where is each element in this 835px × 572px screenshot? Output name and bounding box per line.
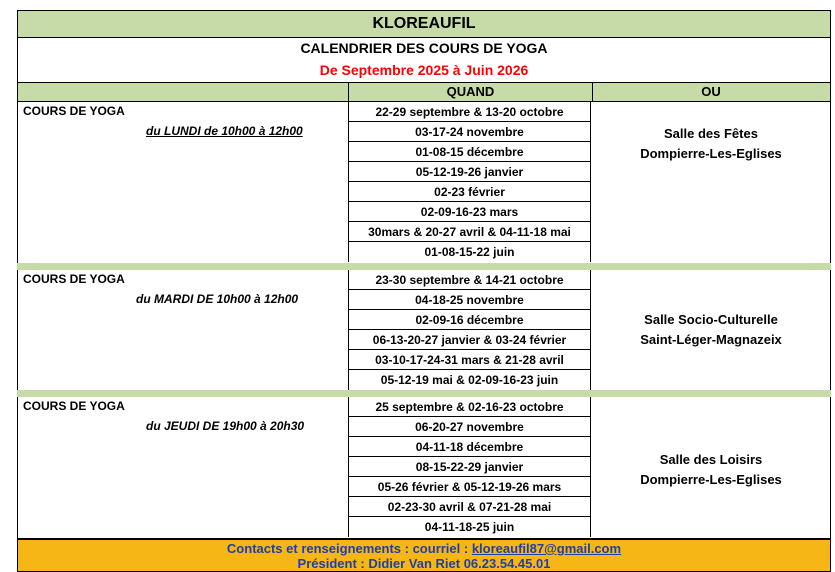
course-schedule: du MARDI DE 10h00 à 12h00 xyxy=(136,292,299,306)
contact-footer xyxy=(17,539,831,572)
date-row: 05-12-19-26 janvier xyxy=(349,162,590,182)
president-line: Président : Didier Van Riet 06.23.54.45.01 xyxy=(297,556,551,571)
course-block-tuesday xyxy=(17,270,831,390)
course-title: COURS DE YOGA xyxy=(23,104,125,118)
course-block-thursday xyxy=(17,397,831,539)
date-row: 05-12-19 mai & 02-09-16-23 juin xyxy=(380,373,559,387)
date-list xyxy=(348,270,591,390)
date-row: 06-20-27 novembre xyxy=(349,417,590,437)
calendar-subtitle: CALENDRIER DES COURS DE YOGA xyxy=(17,38,831,59)
block-separator xyxy=(17,263,831,270)
column-header-when: QUAND xyxy=(348,83,593,101)
course-title: COURS DE YOGA xyxy=(23,399,125,413)
season-period: De Septembre 2025 à Juin 2026 xyxy=(17,59,831,82)
date-row: 08-15-22-29 janvier xyxy=(349,457,590,477)
date-row: 02-23-30 avril & 07-21-28 mai xyxy=(349,497,590,517)
venue-town: Dompierre-Les-Eglises xyxy=(640,472,782,487)
contact-line xyxy=(18,541,830,556)
email-link[interactable]: kloreaufil87@gmail.com xyxy=(471,541,622,556)
date-row: 04-18-25 novembre xyxy=(349,290,590,310)
course-block-monday xyxy=(17,102,831,263)
block-separator xyxy=(17,390,831,397)
org-title: KLOREAUFIL xyxy=(17,10,831,38)
venue xyxy=(592,310,830,350)
date-row: 01-08-15-22 juin xyxy=(424,245,515,259)
date-row: 02-09-16-23 mars xyxy=(349,202,590,222)
course-schedule: du LUNDI de 10h00 à 12h00 xyxy=(146,124,303,138)
venue xyxy=(592,124,830,164)
date-row: 06-13-20-27 janvier & 03-24 février xyxy=(349,330,590,350)
date-row: 04-11-18-25 juin xyxy=(424,520,515,534)
date-list xyxy=(348,102,591,262)
date-row: 30mars & 20-27 avril & 04-11-18 mai xyxy=(349,222,590,242)
date-row: 03-10-17-24-31 mars & 21-28 avril xyxy=(349,350,590,370)
course-title: COURS DE YOGA xyxy=(23,272,125,286)
date-row: 02-09-16 décembre xyxy=(349,310,590,330)
course-schedule: du JEUDI DE 19h00 à 20h30 xyxy=(146,419,305,433)
venue-name: Salle Socio-Culturelle xyxy=(644,312,778,327)
contact-label: Contacts et renseignements : courriel : xyxy=(226,541,469,556)
date-list xyxy=(348,397,591,537)
venue xyxy=(592,450,830,490)
date-row: 03-17-24 novembre xyxy=(349,122,590,142)
date-row: 04-11-18 décembre xyxy=(349,437,590,457)
venue-name: Salle des Loisirs xyxy=(659,452,763,467)
date-row: 01-08-15 décembre xyxy=(349,142,590,162)
venue-town: Dompierre-Les-Eglises xyxy=(640,146,782,161)
date-row: 23-30 septembre & 14-21 octobre xyxy=(349,270,590,290)
date-row: 05-26 février & 05-12-19-26 mars xyxy=(349,477,590,497)
column-header-where: OU xyxy=(701,84,721,99)
column-header-row xyxy=(17,82,831,102)
date-row: 22-29 septembre & 13-20 octobre xyxy=(349,102,590,122)
date-row: 25 septembre & 02-16-23 octobre xyxy=(349,397,590,417)
venue-name: Salle des Fêtes xyxy=(664,126,758,141)
venue-town: Saint-Léger-Magnazeix xyxy=(640,332,782,347)
date-row: 02-23 février xyxy=(349,182,590,202)
